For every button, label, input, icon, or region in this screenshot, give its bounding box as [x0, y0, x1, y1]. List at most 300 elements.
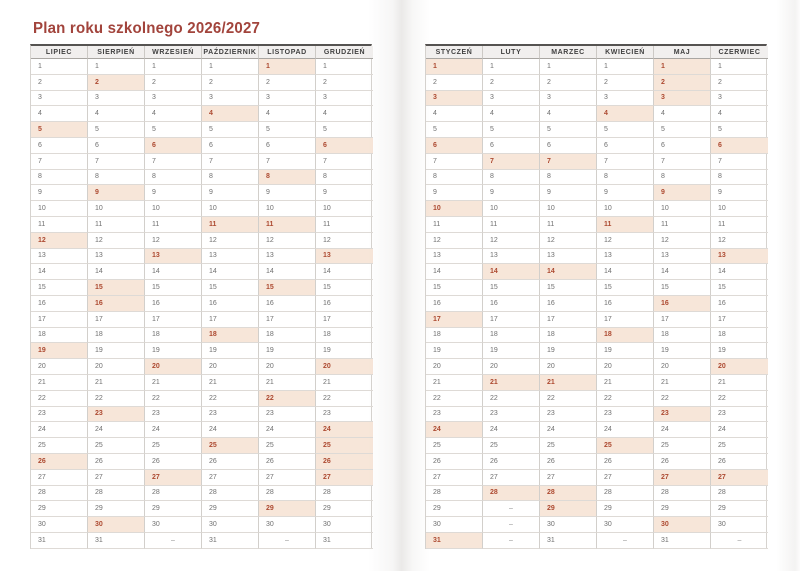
- month-header: MAJ: [654, 46, 711, 59]
- day-cell: 8: [483, 170, 540, 186]
- day-cell: 6: [31, 138, 88, 154]
- day-cell: 20: [597, 359, 654, 375]
- day-cell: 14: [31, 264, 88, 280]
- day-cell: 28: [540, 486, 597, 502]
- day-cell: 18: [426, 328, 483, 344]
- day-cell: 3: [540, 91, 597, 107]
- day-cell: 31: [426, 533, 483, 549]
- day-cell: 4: [145, 106, 202, 122]
- day-cell: 29: [316, 501, 373, 517]
- right-page: [400, 0, 800, 571]
- day-cell: 12: [654, 233, 711, 249]
- day-cell: 15: [88, 280, 145, 296]
- day-cell: 12: [426, 233, 483, 249]
- day-cell: 30: [426, 517, 483, 533]
- day-cell: 28: [426, 486, 483, 502]
- day-cell: 18: [711, 328, 768, 344]
- day-cell: 12: [711, 233, 768, 249]
- month-header: STYCZEŃ: [426, 46, 483, 59]
- day-cell: 16: [145, 296, 202, 312]
- day-cell: 24: [711, 422, 768, 438]
- day-cell: 23: [597, 407, 654, 423]
- day-cell: 21: [711, 375, 768, 391]
- day-cell: 22: [483, 391, 540, 407]
- day-cell: 19: [426, 343, 483, 359]
- day-cell: 26: [316, 454, 373, 470]
- day-cell: 9: [426, 185, 483, 201]
- day-cell: 20: [316, 359, 373, 375]
- day-cell: –: [483, 533, 540, 549]
- day-cell: 5: [145, 122, 202, 138]
- day-cell: 3: [426, 91, 483, 107]
- month-header: SIERPIEŃ: [88, 46, 145, 59]
- day-cell: 19: [202, 343, 259, 359]
- day-cell: 13: [426, 249, 483, 265]
- day-cell: 25: [711, 438, 768, 454]
- day-cell: 12: [145, 233, 202, 249]
- day-cell: 17: [88, 312, 145, 328]
- day-cell: 20: [145, 359, 202, 375]
- day-cell: 21: [88, 375, 145, 391]
- day-cell: 8: [711, 170, 768, 186]
- day-cell: 15: [145, 280, 202, 296]
- day-cell: 14: [540, 264, 597, 280]
- day-cell: 19: [711, 343, 768, 359]
- day-cell: 3: [711, 91, 768, 107]
- day-cell: 1: [259, 59, 316, 75]
- day-cell: 24: [483, 422, 540, 438]
- day-cell: 24: [31, 422, 88, 438]
- day-cell: 13: [145, 249, 202, 265]
- day-cell: 2: [145, 75, 202, 91]
- month-header: WRZESIEŃ: [145, 46, 202, 59]
- day-cell: 18: [597, 328, 654, 344]
- day-cell: 9: [202, 185, 259, 201]
- day-cell: 4: [654, 106, 711, 122]
- day-cell: 15: [316, 280, 373, 296]
- day-cell: 10: [483, 201, 540, 217]
- day-cell: 28: [259, 486, 316, 502]
- day-cell: 13: [202, 249, 259, 265]
- day-cell: 23: [654, 407, 711, 423]
- day-cell: 27: [31, 470, 88, 486]
- day-cell: 26: [597, 454, 654, 470]
- day-cell: 15: [711, 280, 768, 296]
- day-cell: 7: [597, 154, 654, 170]
- day-cell: 7: [31, 154, 88, 170]
- day-cell: 5: [316, 122, 373, 138]
- day-cell: 1: [654, 59, 711, 75]
- day-cell: 16: [31, 296, 88, 312]
- day-cell: 20: [31, 359, 88, 375]
- day-cell: 16: [540, 296, 597, 312]
- day-cell: 28: [88, 486, 145, 502]
- day-cell: 8: [259, 170, 316, 186]
- day-cell: 15: [540, 280, 597, 296]
- day-cell: 19: [145, 343, 202, 359]
- day-cell: 20: [426, 359, 483, 375]
- day-cell: 13: [483, 249, 540, 265]
- day-cell: 11: [711, 217, 768, 233]
- day-cell: 10: [31, 201, 88, 217]
- day-cell: 7: [88, 154, 145, 170]
- day-cell: 14: [711, 264, 768, 280]
- day-cell: 15: [483, 280, 540, 296]
- day-cell: 16: [654, 296, 711, 312]
- day-cell: 13: [654, 249, 711, 265]
- day-cell: 5: [483, 122, 540, 138]
- day-cell: 8: [426, 170, 483, 186]
- day-cell: 19: [597, 343, 654, 359]
- day-cell: 3: [202, 91, 259, 107]
- day-cell: 3: [259, 91, 316, 107]
- day-cell: 18: [88, 328, 145, 344]
- day-cell: 21: [145, 375, 202, 391]
- day-cell: 26: [145, 454, 202, 470]
- day-cell: 28: [654, 486, 711, 502]
- day-cell: 9: [597, 185, 654, 201]
- day-cell: 31: [88, 533, 145, 549]
- day-cell: 6: [597, 138, 654, 154]
- month-header: LUTY: [483, 46, 540, 59]
- day-cell: 29: [202, 501, 259, 517]
- day-cell: 30: [654, 517, 711, 533]
- day-cell: 28: [316, 486, 373, 502]
- day-cell: 19: [483, 343, 540, 359]
- day-cell: 1: [540, 59, 597, 75]
- day-cell: 3: [483, 91, 540, 107]
- day-cell: 15: [654, 280, 711, 296]
- day-cell: 15: [31, 280, 88, 296]
- day-cell: 27: [540, 470, 597, 486]
- day-cell: 21: [426, 375, 483, 391]
- day-cell: 8: [597, 170, 654, 186]
- day-cell: 24: [426, 422, 483, 438]
- day-cell: 2: [316, 75, 373, 91]
- day-cell: 6: [202, 138, 259, 154]
- day-cell: 27: [654, 470, 711, 486]
- day-cell: 25: [483, 438, 540, 454]
- day-cell: 11: [597, 217, 654, 233]
- day-cell: 3: [316, 91, 373, 107]
- day-cell: 24: [316, 422, 373, 438]
- day-cell: 7: [426, 154, 483, 170]
- day-cell: 8: [316, 170, 373, 186]
- day-cell: 11: [31, 217, 88, 233]
- day-cell: 17: [426, 312, 483, 328]
- day-cell: 8: [145, 170, 202, 186]
- day-cell: 29: [259, 501, 316, 517]
- day-cell: 25: [540, 438, 597, 454]
- day-cell: 9: [483, 185, 540, 201]
- day-cell: 30: [88, 517, 145, 533]
- day-cell: 4: [31, 106, 88, 122]
- day-cell: 1: [88, 59, 145, 75]
- day-cell: 2: [483, 75, 540, 91]
- day-cell: 21: [202, 375, 259, 391]
- day-cell: 12: [31, 233, 88, 249]
- day-cell: 6: [654, 138, 711, 154]
- day-cell: –: [259, 533, 316, 549]
- day-cell: 16: [316, 296, 373, 312]
- day-cell: 17: [711, 312, 768, 328]
- day-cell: 21: [654, 375, 711, 391]
- day-cell: 4: [597, 106, 654, 122]
- day-cell: 2: [540, 75, 597, 91]
- day-cell: 11: [483, 217, 540, 233]
- day-cell: 27: [259, 470, 316, 486]
- day-cell: 25: [597, 438, 654, 454]
- day-cell: 13: [316, 249, 373, 265]
- day-cell: 5: [426, 122, 483, 138]
- day-cell: 24: [597, 422, 654, 438]
- day-cell: 13: [259, 249, 316, 265]
- day-cell: 5: [88, 122, 145, 138]
- day-cell: 21: [597, 375, 654, 391]
- day-cell: 31: [654, 533, 711, 549]
- day-cell: 23: [426, 407, 483, 423]
- day-cell: 30: [540, 517, 597, 533]
- day-cell: 10: [259, 201, 316, 217]
- day-cell: 26: [426, 454, 483, 470]
- day-cell: 18: [654, 328, 711, 344]
- day-cell: 2: [202, 75, 259, 91]
- day-cell: 18: [540, 328, 597, 344]
- day-cell: 1: [483, 59, 540, 75]
- day-cell: 31: [202, 533, 259, 549]
- day-cell: 5: [259, 122, 316, 138]
- day-cell: 22: [259, 391, 316, 407]
- day-cell: 5: [202, 122, 259, 138]
- day-cell: 19: [259, 343, 316, 359]
- day-cell: 17: [654, 312, 711, 328]
- day-cell: 20: [483, 359, 540, 375]
- day-cell: 5: [540, 122, 597, 138]
- day-cell: 25: [145, 438, 202, 454]
- month-header: KWIECIEŃ: [597, 46, 654, 59]
- day-cell: 25: [202, 438, 259, 454]
- day-cell: 1: [31, 59, 88, 75]
- day-cell: 9: [88, 185, 145, 201]
- day-cell: 8: [540, 170, 597, 186]
- month-header: LISTOPAD: [259, 46, 316, 59]
- day-cell: 19: [316, 343, 373, 359]
- day-cell: 22: [145, 391, 202, 407]
- day-cell: 3: [654, 91, 711, 107]
- day-cell: 4: [202, 106, 259, 122]
- day-cell: 24: [259, 422, 316, 438]
- day-cell: 8: [31, 170, 88, 186]
- day-cell: 9: [259, 185, 316, 201]
- day-cell: 12: [202, 233, 259, 249]
- day-cell: 10: [426, 201, 483, 217]
- day-cell: 8: [654, 170, 711, 186]
- day-cell: 13: [597, 249, 654, 265]
- day-cell: 1: [597, 59, 654, 75]
- day-cell: 23: [711, 407, 768, 423]
- day-cell: 12: [316, 233, 373, 249]
- day-cell: 9: [540, 185, 597, 201]
- day-cell: 2: [88, 75, 145, 91]
- day-cell: 11: [654, 217, 711, 233]
- day-cell: 18: [145, 328, 202, 344]
- day-cell: 13: [88, 249, 145, 265]
- month-header: MARZEC: [540, 46, 597, 59]
- day-cell: 29: [540, 501, 597, 517]
- day-cell: 17: [316, 312, 373, 328]
- day-cell: 2: [654, 75, 711, 91]
- day-cell: 4: [483, 106, 540, 122]
- day-cell: 24: [145, 422, 202, 438]
- day-cell: 4: [540, 106, 597, 122]
- day-cell: 11: [426, 217, 483, 233]
- day-cell: 7: [259, 154, 316, 170]
- day-cell: 25: [259, 438, 316, 454]
- day-cell: 18: [202, 328, 259, 344]
- day-cell: 22: [540, 391, 597, 407]
- day-cell: –: [145, 533, 202, 549]
- day-cell: 14: [88, 264, 145, 280]
- day-cell: 12: [483, 233, 540, 249]
- day-cell: 31: [31, 533, 88, 549]
- day-cell: 3: [88, 91, 145, 107]
- day-cell: 6: [145, 138, 202, 154]
- day-cell: 27: [483, 470, 540, 486]
- day-cell: 4: [711, 106, 768, 122]
- day-cell: 22: [654, 391, 711, 407]
- day-cell: 21: [540, 375, 597, 391]
- day-cell: 27: [711, 470, 768, 486]
- day-cell: 7: [202, 154, 259, 170]
- day-cell: 4: [316, 106, 373, 122]
- day-cell: 8: [202, 170, 259, 186]
- day-cell: 26: [202, 454, 259, 470]
- day-cell: 21: [316, 375, 373, 391]
- day-cell: 11: [540, 217, 597, 233]
- day-cell: 6: [483, 138, 540, 154]
- day-cell: 7: [483, 154, 540, 170]
- day-cell: 22: [202, 391, 259, 407]
- day-cell: 29: [145, 501, 202, 517]
- day-cell: 18: [259, 328, 316, 344]
- day-cell: 6: [88, 138, 145, 154]
- day-cell: 17: [145, 312, 202, 328]
- day-cell: 16: [711, 296, 768, 312]
- day-cell: 9: [316, 185, 373, 201]
- day-cell: 27: [426, 470, 483, 486]
- day-cell: 26: [31, 454, 88, 470]
- day-cell: 5: [654, 122, 711, 138]
- day-cell: 21: [259, 375, 316, 391]
- day-cell: 25: [426, 438, 483, 454]
- day-cell: 23: [316, 407, 373, 423]
- day-cell: 12: [597, 233, 654, 249]
- day-cell: 1: [316, 59, 373, 75]
- page-title: Plan roku szkolnego 2026/2027: [33, 20, 261, 37]
- day-cell: 20: [202, 359, 259, 375]
- day-cell: 15: [202, 280, 259, 296]
- day-cell: 16: [426, 296, 483, 312]
- month-header: CZERWIEC: [711, 46, 768, 59]
- day-cell: 24: [88, 422, 145, 438]
- day-cell: 23: [202, 407, 259, 423]
- day-cell: 29: [426, 501, 483, 517]
- day-cell: 18: [31, 328, 88, 344]
- day-cell: 17: [202, 312, 259, 328]
- day-cell: 26: [711, 454, 768, 470]
- day-cell: 20: [88, 359, 145, 375]
- day-cell: 28: [711, 486, 768, 502]
- day-cell: 27: [316, 470, 373, 486]
- day-cell: 29: [654, 501, 711, 517]
- day-cell: 8: [88, 170, 145, 186]
- day-cell: 25: [316, 438, 373, 454]
- day-cell: 16: [259, 296, 316, 312]
- month-header: GRUDZIEŃ: [316, 46, 373, 59]
- day-cell: 30: [316, 517, 373, 533]
- day-cell: 15: [426, 280, 483, 296]
- day-cell: 22: [426, 391, 483, 407]
- day-cell: 18: [483, 328, 540, 344]
- day-cell: 6: [711, 138, 768, 154]
- day-cell: 15: [259, 280, 316, 296]
- day-cell: 24: [540, 422, 597, 438]
- day-cell: 7: [316, 154, 373, 170]
- day-cell: 17: [31, 312, 88, 328]
- day-cell: 28: [597, 486, 654, 502]
- day-cell: 23: [88, 407, 145, 423]
- day-cell: 28: [483, 486, 540, 502]
- day-cell: 30: [31, 517, 88, 533]
- day-cell: 29: [31, 501, 88, 517]
- day-cell: 16: [483, 296, 540, 312]
- month-header: PAŹDZIERNIK: [202, 46, 259, 59]
- day-cell: 1: [145, 59, 202, 75]
- day-cell: 30: [259, 517, 316, 533]
- day-cell: 4: [88, 106, 145, 122]
- day-cell: 20: [540, 359, 597, 375]
- day-cell: 9: [654, 185, 711, 201]
- day-cell: –: [711, 533, 768, 549]
- day-cell: 5: [711, 122, 768, 138]
- day-cell: 3: [31, 91, 88, 107]
- day-cell: 22: [711, 391, 768, 407]
- day-cell: 20: [654, 359, 711, 375]
- day-cell: 14: [145, 264, 202, 280]
- day-cell: 3: [597, 91, 654, 107]
- day-cell: 12: [540, 233, 597, 249]
- day-cell: 27: [597, 470, 654, 486]
- day-cell: 18: [316, 328, 373, 344]
- day-cell: 19: [31, 343, 88, 359]
- day-cell: 2: [259, 75, 316, 91]
- day-cell: 26: [540, 454, 597, 470]
- day-cell: 10: [540, 201, 597, 217]
- day-cell: 29: [88, 501, 145, 517]
- day-cell: 2: [597, 75, 654, 91]
- day-cell: 19: [88, 343, 145, 359]
- day-cell: 13: [711, 249, 768, 265]
- day-cell: 10: [316, 201, 373, 217]
- day-cell: 11: [202, 217, 259, 233]
- day-cell: 23: [259, 407, 316, 423]
- day-cell: 13: [540, 249, 597, 265]
- day-cell: 24: [202, 422, 259, 438]
- day-cell: 6: [426, 138, 483, 154]
- day-cell: 6: [540, 138, 597, 154]
- day-cell: 9: [31, 185, 88, 201]
- day-cell: 22: [597, 391, 654, 407]
